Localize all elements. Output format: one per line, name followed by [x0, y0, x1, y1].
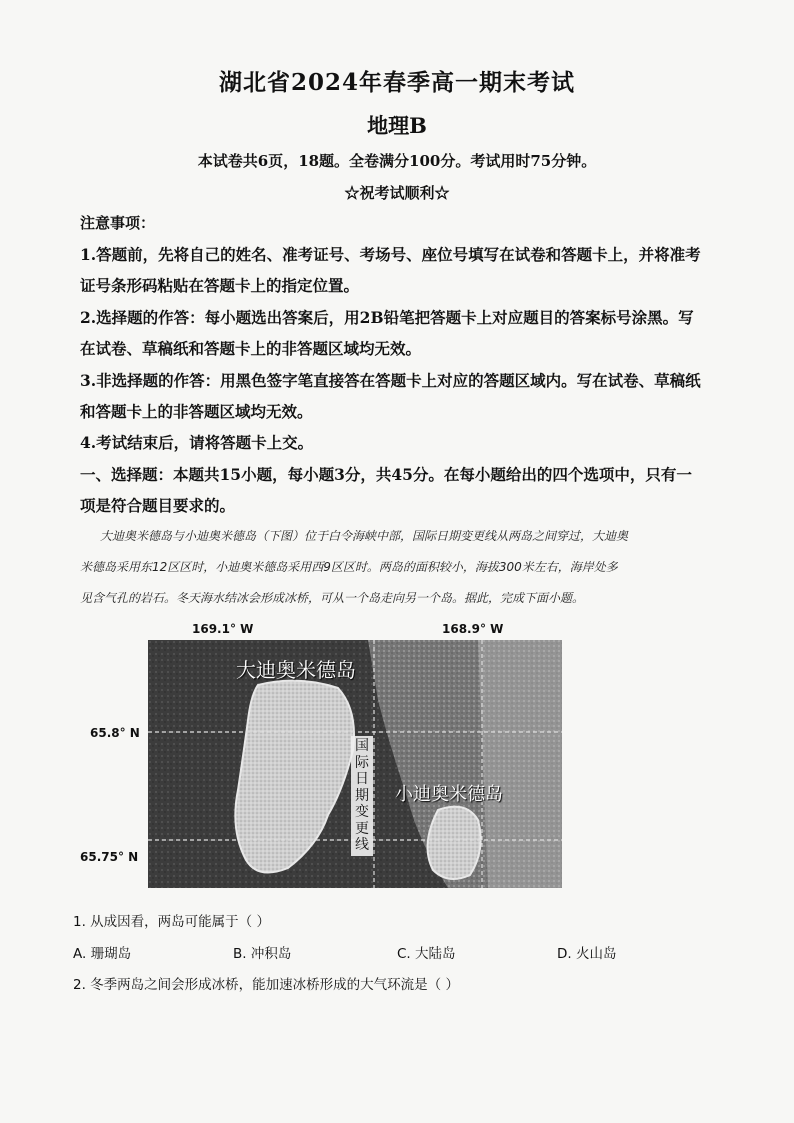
- option-a[interactable]: A. 珊瑚岛: [73, 946, 132, 962]
- notice-line: 4.考试结束后，请将答题卡上交。: [80, 433, 314, 452]
- notice-line: 证号条形码粘贴在答题卡上的指定位置。: [80, 276, 360, 295]
- option-b[interactable]: B. 冲积岛: [233, 946, 292, 962]
- map-lat-top: 65.8° N: [90, 726, 140, 740]
- section-heading: 一、选择题：本题共15小题，每小题3分，共45分。在每小题给出的四个选项中，只有一: [80, 465, 692, 484]
- map-lat-bottom: 65.75° N: [80, 850, 139, 864]
- notice-line: 3.非选择题的作答：用黑色签字笔直接答在答题卡上对应的答题区域内。写在试卷、草稿纸: [80, 371, 701, 390]
- notice-line: 2.选择题的作答：每小题选出答案后，用2B铅笔把答题卡上对应题目的答案标号涂黑。写: [80, 308, 694, 327]
- notice-line: 在试卷、草稿纸和答题卡上的非答题区域均无效。: [80, 339, 422, 358]
- exam-info: 本试卷共6页，18题。全卷满分100分。考试用时75分钟。: [197, 152, 597, 170]
- notice-heading: 注意事项：: [80, 214, 156, 232]
- date-line-char: 国: [355, 738, 369, 754]
- option-c[interactable]: C. 大陆岛: [397, 946, 456, 962]
- small-island-shape: [428, 807, 481, 879]
- map-lon-right: 168.9° W: [442, 622, 504, 636]
- passage-line: 见含气孔的岩石。冬天海水结冰会形成冰桥，可从一个岛走向另一个岛。据此，完成下面小题。: [80, 591, 585, 605]
- question-1: 1. 从成因看，两岛可能属于（ ）: [73, 914, 270, 930]
- passage-line: 大迪奥米德岛与小迪奥米德岛（下图）位于白令海峡中部，国际日期变更线从两岛之间穿过，大迪奥: [100, 529, 629, 543]
- date-line-char: 更: [355, 820, 369, 837]
- small-island-label: 小迪奥米德岛: [395, 784, 503, 805]
- date-line-char: 线: [355, 837, 369, 853]
- option-d[interactable]: D. 火山岛: [557, 946, 617, 962]
- island-map: [148, 640, 562, 888]
- notice-line: 和答题卡上的非答题区域均无效。: [80, 402, 313, 421]
- section-heading: 项是符合题目要求的。: [80, 496, 236, 515]
- question-2: 2. 冬季两岛之间会形成冰桥，能加速冰桥形成的大气环流是（ ）: [73, 977, 459, 993]
- date-line-char: 日: [355, 771, 369, 787]
- date-line-char: 变: [355, 804, 369, 820]
- passage-line: 米德岛采用东12区区时，小迪奥米德岛采用西9区区时。两岛的面积较小，海拔300米左右，海岸处多: [80, 560, 618, 574]
- date-line-char: 际: [355, 754, 369, 771]
- big-island-label: 大迪奥米德岛: [236, 658, 356, 682]
- date-line-label: [354, 738, 370, 854]
- map-lon-left: 169.1° W: [192, 622, 254, 636]
- exam-title: 湖北省2024年春季高一期末考试: [218, 69, 575, 96]
- exam-subject: 地理B: [367, 113, 427, 138]
- exam-wish: ☆祝考试顺利☆: [344, 184, 450, 202]
- date-line-char: 期: [355, 787, 369, 804]
- notice-line: 1.答题前，先将自己的姓名、准考证号、考场号、座位号填写在试卷和答题卡上，并将准考: [80, 245, 701, 264]
